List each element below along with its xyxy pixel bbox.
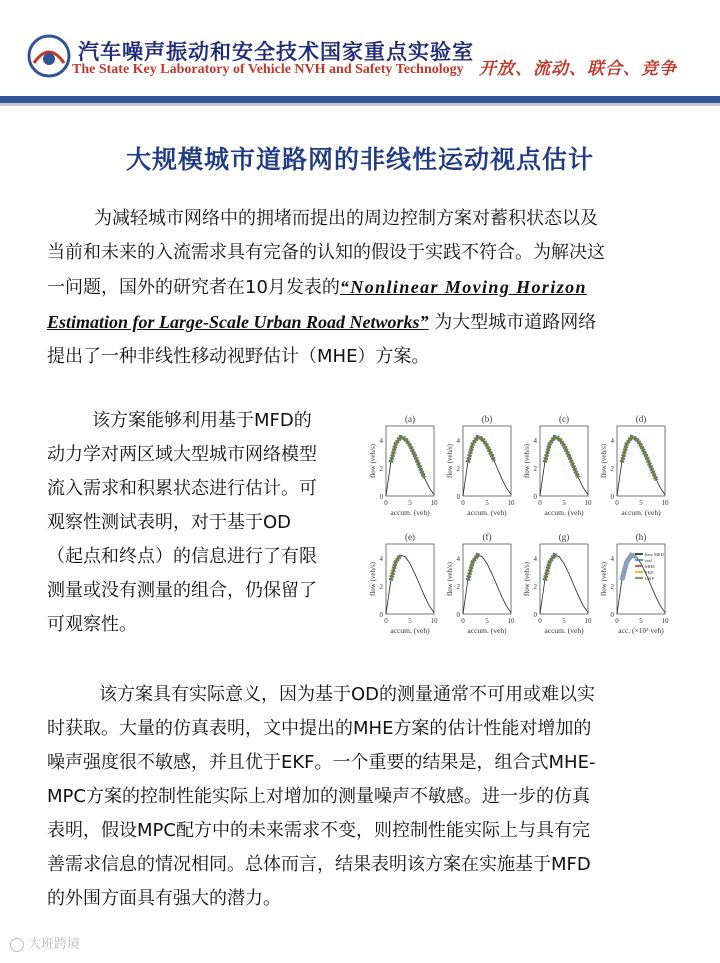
p3-line: 表明，假设MPC配方中的未来需求不变，则控制性能实际上与具有完 <box>47 820 590 841</box>
y-tick-label: 0 <box>533 493 537 501</box>
p1-line-5: 提出了一种非线性移动视野估计（MHE）方案。 <box>47 346 430 367</box>
x-axis-label: accum. (veh) <box>544 626 584 635</box>
x-tick-label: 10 <box>507 499 515 507</box>
x-axis-label: accum. (veh) <box>467 626 507 635</box>
x-tick-label: 0 <box>384 617 388 625</box>
x-axis-label: accum. (veh) <box>621 508 661 517</box>
x-tick-label: 5 <box>408 617 412 625</box>
y-tick-label: 4 <box>610 437 614 445</box>
panel-label: (h) <box>635 532 647 542</box>
x-tick-label: 5 <box>485 617 489 625</box>
page-header <box>0 0 720 100</box>
legend-label: real <box>645 558 652 563</box>
legend-label: base MFD <box>645 552 664 557</box>
panel-label: (c) <box>559 414 569 424</box>
y-axis-label: flow (veh/s) <box>523 443 531 479</box>
y-axis-label: flow (veh/s) <box>523 561 531 597</box>
panel-label: (f) <box>482 532 492 542</box>
x-axis-label: accum. (veh) <box>390 626 430 635</box>
panel-label: (g) <box>558 532 570 542</box>
y-tick-label: 2 <box>533 465 537 473</box>
watermark-text: 大班跨境 <box>28 937 81 952</box>
y-axis-label: flow (veh/s) <box>600 443 608 479</box>
x-tick-label: 10 <box>661 499 669 507</box>
legend-label: EKF <box>645 570 654 575</box>
p3-line: 时获取。大量的仿真表明，文中提出的MHE方案的估计性能对增加的 <box>47 718 592 739</box>
panel-label: (b) <box>481 414 493 424</box>
p3-line: 噪声强度很不敏感，并且优于EKF。一个重要的结果是，组合式MHE- <box>47 752 596 773</box>
y-tick-label: 4 <box>456 555 460 563</box>
x-tick-label: 0 <box>461 617 465 625</box>
y-tick-label: 2 <box>456 465 460 473</box>
header-divider-shadow <box>0 103 720 106</box>
x-tick-label: 10 <box>661 617 669 625</box>
x-tick-label: 5 <box>639 499 643 507</box>
p2-line: 测量或没有测量的组合，仍保留了 <box>47 580 317 601</box>
paragraph-1 <box>47 202 673 374</box>
x-tick-label: 5 <box>562 617 566 625</box>
p1-line-4 <box>47 305 673 340</box>
watermark <box>10 933 80 952</box>
slogan: 开放、流动、联合、竞争 <box>479 59 677 79</box>
y-tick-label: 2 <box>610 465 614 473</box>
y-tick-label: 0 <box>379 611 383 619</box>
panel-label: (e) <box>405 532 415 542</box>
y-tick-label: 0 <box>379 493 383 501</box>
y-tick-label: 2 <box>379 465 383 473</box>
x-axis-label: accum. (veh) <box>390 508 430 517</box>
p3-line: MPC方案的控制性能实际上对增加的测量噪声不敏感。进一步的仿真 <box>47 786 590 807</box>
x-tick-label: 0 <box>615 617 619 625</box>
y-tick-label: 0 <box>610 611 614 619</box>
header-divider <box>0 96 720 103</box>
y-tick-label: 4 <box>610 555 614 563</box>
article-title: 大规模城市道路网的非线性运动视点估计 <box>125 145 594 174</box>
p2-line: 流入需求和积累状态进行估计。可 <box>47 478 317 499</box>
paragraph-3 <box>47 678 673 916</box>
x-tick-label: 10 <box>507 617 515 625</box>
y-tick-label: 2 <box>533 583 537 591</box>
mfd-figure <box>366 410 676 648</box>
panel-label: (a) <box>405 414 415 424</box>
y-tick-label: 2 <box>456 583 460 591</box>
p1-line-1: 为减轻城市网络中的拥堵而提出的周边控制方案对蓄积状态以及 <box>94 208 598 229</box>
y-tick-label: 4 <box>379 437 383 445</box>
watermark-icon <box>10 938 24 952</box>
p1-line-2: 当前和未来的入流需求具有完备的认知的假设于实践不符合。为解决这 <box>47 242 605 263</box>
y-axis-label: flow (veh/s) <box>369 443 377 479</box>
y-tick-label: 0 <box>456 611 460 619</box>
x-tick-label: 10 <box>430 499 438 507</box>
y-tick-label: 4 <box>379 555 383 563</box>
x-tick-label: 10 <box>584 617 592 625</box>
x-tick-label: 0 <box>538 499 542 507</box>
x-axis-label: acc. (×10³ veh) <box>618 626 664 635</box>
x-axis-label: accum. (veh) <box>467 508 507 517</box>
y-tick-label: 0 <box>456 493 460 501</box>
paper-title-part-1: “Nonlinear Moving Horizon <box>339 277 587 297</box>
y-tick-label: 0 <box>610 493 614 501</box>
p3-line: 的外围方面具有强大的潜力。 <box>47 888 281 909</box>
x-tick-label: 5 <box>639 617 643 625</box>
y-axis-label: flow (veh/s) <box>369 561 377 597</box>
y-tick-label: 4 <box>456 437 460 445</box>
y-axis-label: flow (veh/s) <box>446 561 454 597</box>
paragraph-2 <box>47 404 357 642</box>
paper-title-part-2: Estimation for Large-Scale Urban Road Networks” <box>47 312 429 332</box>
x-tick-label: 0 <box>384 499 388 507</box>
org-name-en: The State Key Laboratory of Vehicle NVH and Safety Technology <box>72 62 464 77</box>
y-tick-label: 2 <box>379 583 383 591</box>
p2-line: 动力学对两区域大型城市网络模型 <box>47 444 317 465</box>
p2-line: （起点和终点）的信息进行了有限 <box>47 546 317 567</box>
legend-label: UKF <box>645 576 655 581</box>
lab-emblem-icon <box>26 33 72 79</box>
p2-line: 该方案能够利用基于MFD的 <box>92 410 312 431</box>
p2-line: 观察性测试表明，对于基于OD <box>47 512 292 533</box>
y-tick-label: 4 <box>533 437 537 445</box>
x-tick-label: 10 <box>430 617 438 625</box>
y-tick-label: 2 <box>610 583 614 591</box>
mfd-figure-svg <box>366 410 676 648</box>
x-tick-label: 5 <box>485 499 489 507</box>
y-tick-label: 4 <box>533 555 537 563</box>
x-tick-label: 0 <box>538 617 542 625</box>
p1-line-3 <box>47 270 673 305</box>
p2-line: 可观察性。 <box>47 614 137 635</box>
p1-line-3-text: 一问题，国外的研究者在10月发表的 <box>47 277 340 298</box>
x-tick-label: 5 <box>408 499 412 507</box>
p3-line: 该方案具有实际意义，因为基于OD的测量通常不可用或难以实 <box>99 684 596 705</box>
x-tick-label: 10 <box>584 499 592 507</box>
y-axis-label: flow (veh/s) <box>600 561 608 597</box>
y-axis-label: flow (veh/s) <box>446 443 454 479</box>
p3-line: 善需求信息的情况相同。总体而言，结果表明该方案在实施基于MFD <box>47 854 591 875</box>
x-axis-label: accum. (veh) <box>544 508 584 517</box>
x-tick-label: 5 <box>562 499 566 507</box>
p1-line-4-text: 为大型城市道路网络 <box>434 312 597 333</box>
y-tick-label: 0 <box>533 611 537 619</box>
legend-label: MHE <box>645 564 655 569</box>
org-name-cn: 汽车噪声振动和安全技术国家重点实验室 <box>78 40 474 64</box>
x-tick-label: 0 <box>615 499 619 507</box>
x-tick-label: 0 <box>461 499 465 507</box>
panel-label: (d) <box>635 414 647 424</box>
